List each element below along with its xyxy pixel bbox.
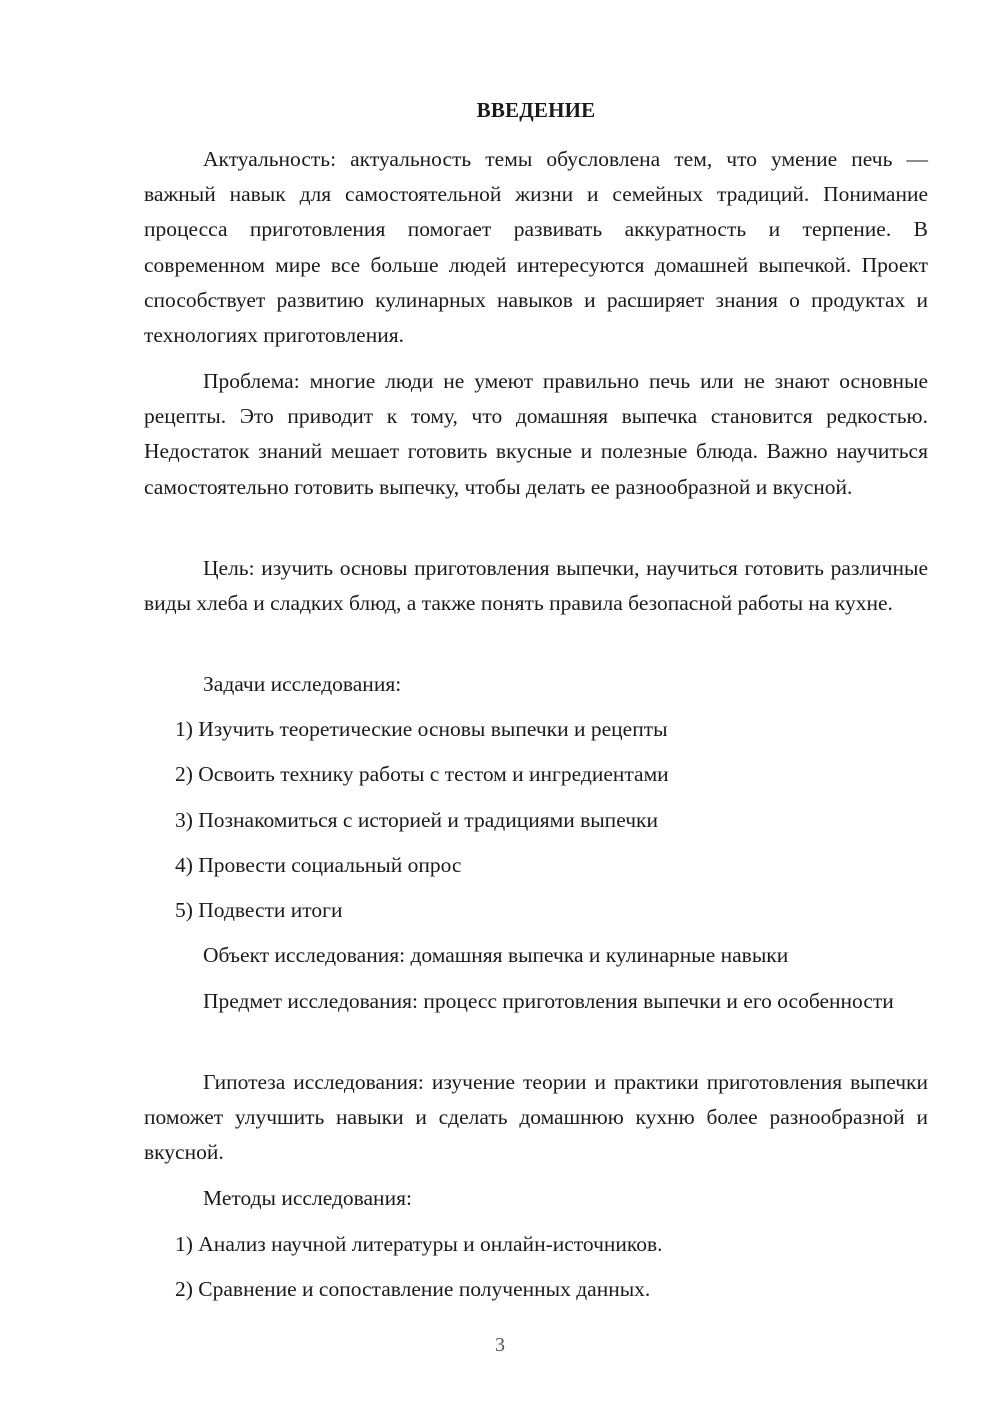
goal-block <box>144 551 928 621</box>
method-item-2-block <box>144 1272 928 1307</box>
subject-block <box>144 984 928 1019</box>
task-item-1-block <box>144 712 928 747</box>
section-title: ВВЕДЕНИЕ <box>476 98 596 122</box>
object-paragraph: Объект исследования: домашняя выпечка и кулинарные навыки <box>203 943 789 967</box>
methods-heading-block <box>144 1181 928 1216</box>
task-item-5-block <box>144 893 928 928</box>
subject-paragraph: Предмет исследования: процесс приготовления выпечки и его особенности <box>203 989 894 1013</box>
problem-block <box>144 364 928 505</box>
task-list-item: 2) Освоить технику работы с тестом и ингредиентами <box>175 762 669 786</box>
method-list-item: 1) Анализ научной литературы и онлайн-источников. <box>175 1232 663 1256</box>
methods-heading: Методы исследования: <box>203 1186 412 1210</box>
problem-paragraph: Проблема: многие люди не умеют правильно печь или не знают основные рецепты. Это приводит к тому, что домашняя выпечка становится редкостью. Недостаток знаний мешает готовить вкусные и полезные блюда. Важно научиться самостоятельно готовить выпечку, чтобы делать ее разнообразной и вкусной. <box>144 369 928 499</box>
task-list-item: 3) Познакомиться с историей и традициями выпечки <box>175 808 658 832</box>
task-item-3-block <box>144 803 928 838</box>
goal-paragraph: Цель: изучить основы приготовления выпечки, научиться готовить различные виды хлеба и сладких блюд, а также понять правила безопасной работы на кухне. <box>144 556 928 616</box>
task-list-item: 5) Подвести итоги <box>175 898 343 922</box>
hypothesis-paragraph: Гипотеза исследования: изучение теории и практики приготовления выпечки поможет улучшить навыки и сделать домашнюю кухню более разнообразной и вкусной. <box>144 1070 928 1165</box>
task-item-4-block <box>144 848 928 883</box>
actuality-paragraph: Актуальность: актуальность темы обусловлена тем, что умение печь — важный навык для самостоятельной жизни и семейных традиций. Понимание процесса приготовления помогает развивать аккуратность и терпение. В современном мире все больше людей интересуются домашней выпечкой. Проект способствует развитию кулинарных навыков и расширяет знания о продуктах и технологиях приготовления. <box>144 147 928 348</box>
actuality-block <box>144 142 928 353</box>
task-list-item: 1) Изучить теоретические основы выпечки и рецепты <box>175 717 668 741</box>
task-item-2-block <box>144 757 928 792</box>
page-number: 3 <box>495 1334 505 1356</box>
method-item-1-block <box>144 1227 928 1262</box>
method-list-item: 2) Сравнение и сопоставление полученных данных. <box>175 1277 651 1301</box>
tasks-heading-block <box>144 667 928 702</box>
tasks-heading: Задачи исследования: <box>203 672 402 696</box>
hypothesis-block <box>144 1065 928 1171</box>
task-list-item: 4) Провести социальный опрос <box>175 853 462 877</box>
object-block <box>144 938 928 973</box>
